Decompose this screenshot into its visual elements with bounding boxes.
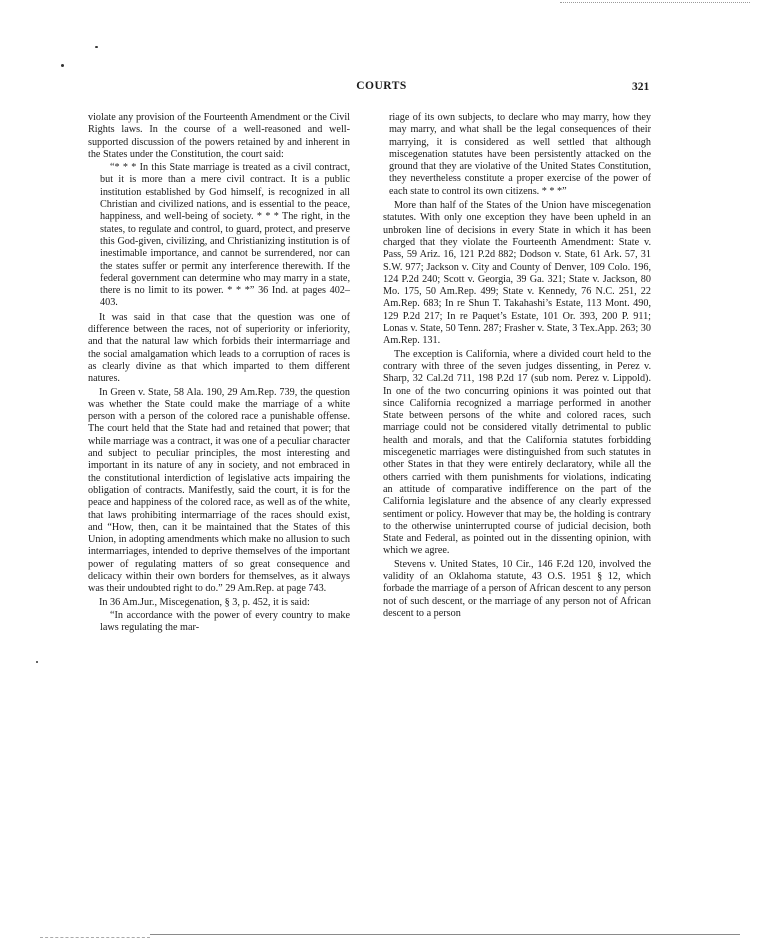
paragraph: In Green v. State, 58 Ala. 190, 29 Am.Rep. 739, the question was whether the State could make the marriage of a white person with a person of the colored race a punishable offense. The court held that the State had and retained that power; that while marriage was a contract, it was one of a peculiar character and subject to peculiar principles, the most interesting and important in its nature of any in society, and not embraced in the constitutional interdiction of legislative acts impairing the obligation of contracts. Manifestly, said the court, it is for the peace and happiness of the colored race, as well as of the white, that laws prohibiting intermarriage of the races should exist, and “How, then, can it be maintained that the States of this Union, in adopting amendments which make no allusion to such intermarriages, intended to deprive themselves of the important power of regulating matters of so great consequence and delicacy within their own borders for themselves, as it always was their undoubted right to do.” 29 Am.Rep. at page 743. (88, 386, 351, 595)
paragraph: It was said in that case that the question was one of difference between the races, not of superiority or inferiority, and that the natural law which forbids their intermarriage and the social amalgamation which leads to a corruption of races is as clearly divine as that which imparted to them different natures. (88, 311, 350, 385)
block-quote: “* * * In this State marriage is treated as a civil contract, but it is more than a mere civil contract. It is a public institution established by God himself, is recognized in all Christian and civilized nations, and is essential to the peace, happiness, and well-being of society. * * * The right, in the states, to regulate and control, to guard, protect, and preserve this God-given, civilizing, and Christianizing institution is of inestimable importance, and cannot be surrendered, nor can the states suffer or permit any interference therewith. If the federal government can determine who may marry in a state, there is no limit to its power. * * *” 36 Ind. at pages 402–403. (100, 162, 350, 309)
bottom-rule (40, 937, 150, 938)
paragraph: violate any provision of the Fourteenth Amendment or the Civil Rights laws. In the course of a well-reasoned and well-supported discussion of the powers retained by and inherent in the States under the Constitution, the court said: (88, 112, 350, 160)
right-column (383, 112, 651, 621)
scan-speck (36, 661, 38, 663)
paragraph: The exception is California, where a divided court held to the contrary with three of the seven judges dissenting, in Perez v. Sharp, 32 Cal.2d 711, 198 P.2d 17 (sub nom. Perez v. Lippold). In one of the two concurring opinions it was pointed out that since California recognized a marriage performed in another State between persons of the white and colored races, such marriage could not be considered vitally detrimental to public health and morals, and that the California statutes forbidding miscegenetic marriages were distinguished from such statutes in other States in that they were entirely declaratory, while all the others carried with them punishments for violations, indicating an attitude of comparative indifference on the part of the California legislature and the absence of any clearly expressed sentiment or policy. However that may be, the holding is contrary to the otherwise uninterrupted course of judicial decision, both State and Federal, as pointed out in the dissenting opinion, with which we agree. (383, 348, 651, 557)
scan-speck (61, 64, 64, 67)
paragraph: Stevens v. United States, 10 Cir., 146 F.2d 120, involved the validity of an Oklahoma statute, 43 O.S. 1951 § 12, which forbade the marriage of a person of African descent to any person not of such descent, or the marriage of any person not of African descent to a person (383, 558, 651, 619)
page-number: 321 (632, 81, 650, 93)
block-quote-continued: riage of its own subjects, to declare who may marry, how they may marry, and what shall be the legal consequences of their marrying, it is considered as well settled that although miscegenation statutes have been persistently attacked on the ground that they are violative of the United States Constitution, they nevertheless constitute a proper exercise of the power of each state to control its own citizens. * * *” (389, 112, 651, 197)
block-quote: “In accordance with the power of every country to make laws regulating the mar- (100, 609, 350, 634)
top-edge-dots (560, 2, 750, 3)
paragraph: More than half of the States of the Union have miscegenation statutes. With only one exception they have been upheld in an unbroken line of decisions in every State in which it has been charged that they violate the Fourteenth Amendment: State v. Pass, 59 Ariz. 16, 121 P.2d 882; Dodson v. State, 61 Ark. 57, 31 S.W. 977; Jackson v. City and County of Denver, 109 Colo. 196, 124 P.2d 240; Scott v. Georgia, 39 Ga. 321; State v. Jackson, 80 Mo. 175, 50 Am.Rep. 499; State v. Kennedy, 76 N.C. 251, 22 Am.Rep. 683; In re Shun T. Takahashi’s Estate, 113 Mont. 490, 129 P.2d 217; In re Paquet’s Estate, 101 Or. 393, 200 P. 911; Lonas v. State, 50 Tenn. 287; Frasher v. State, 3 Tex.App. 263; 30 Am.Rep. 131. (383, 200, 651, 347)
scan-speck (95, 46, 98, 48)
running-head: COURTS (356, 80, 407, 92)
left-column (88, 112, 350, 636)
bottom-rule (150, 934, 740, 935)
paragraph: In 36 Am.Jur., Miscegenation, § 3, p. 452, it is said: (99, 596, 310, 608)
